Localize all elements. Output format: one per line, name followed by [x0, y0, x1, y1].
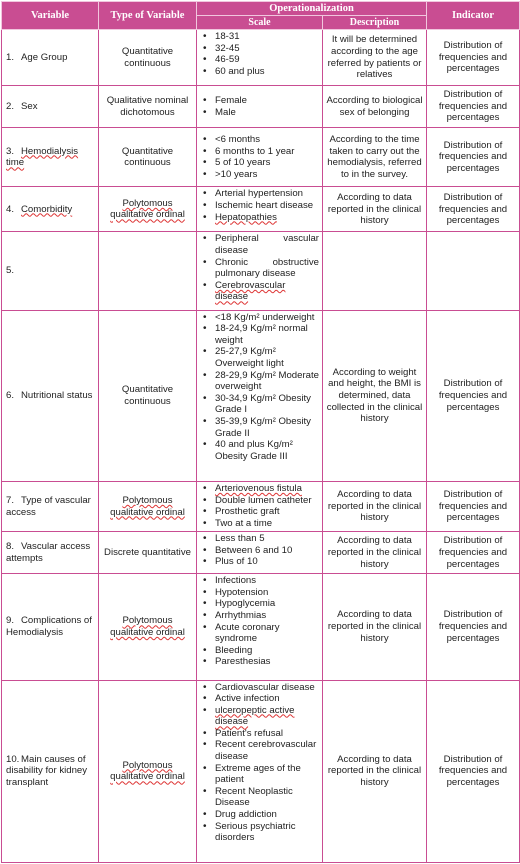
variable-cell: 1. Age Group: [2, 30, 99, 86]
table-row: [2, 232, 520, 310]
header-indicator: Indicator: [427, 2, 520, 30]
scale-item: • 40 and plus Kg/m² Obesity Grade III: [199, 439, 319, 462]
type-cell: Quantitative continuous: [99, 310, 197, 481]
scale-item: • >10 years: [199, 169, 319, 181]
scale-item: • Patient's refusal: [199, 728, 319, 740]
scale-cell: [197, 310, 323, 481]
type-cell: Quantitative continuous: [99, 30, 197, 86]
scale-cell: [197, 86, 323, 128]
scale-item: • 28-29,9 Kg/m² Moderate overweight: [199, 370, 319, 393]
scale-item: • Recent cerebrovascular disease: [199, 739, 319, 762]
description-cell: According to data reported in the clinical history: [323, 532, 427, 574]
type-cell: Polytomous qualitative ordinal: [99, 574, 197, 680]
indicator-cell: Distribution of frequencies and percentages: [427, 187, 520, 232]
variable-cell: 9. Complications of Hemodialysis: [2, 574, 99, 680]
header-type: Type of Variable: [99, 2, 197, 30]
scale-cell: [197, 187, 323, 232]
type-cell: Discrete quantitative: [99, 532, 197, 574]
variable-cell: 5.: [2, 232, 99, 310]
scale-item: • Hepatopathies: [199, 212, 319, 224]
scale-cell: [197, 30, 323, 86]
scale-item: • Arrhythmias: [199, 610, 319, 622]
scale-item: • 46-59: [199, 54, 319, 66]
indicator-cell: Distribution of frequencies and percentages: [427, 532, 520, 574]
scale-item: • Paresthesias: [199, 656, 319, 668]
variable-cell: 4. Comorbidity: [2, 187, 99, 232]
table-row: [2, 30, 520, 86]
description-cell: According to data reported in the clinical history: [323, 680, 427, 863]
scale-item: • Drug addiction: [199, 809, 319, 821]
variable-cell: 6. Nutritional status: [2, 310, 99, 481]
scale-item: • Double lumen catheter: [199, 495, 319, 507]
indicator-cell: Distribution of frequencies and percentages: [427, 310, 520, 481]
description-cell: It will be determined according to the age referred by patients or relatives: [323, 30, 427, 86]
scale-item: • Male: [199, 107, 319, 119]
scale-item: • Recent Neoplastic Disease: [199, 786, 319, 809]
type-cell: Qualitative nominal dichotomous: [99, 86, 197, 128]
scale-item: • Between 6 and 10: [199, 545, 319, 557]
table-row: [2, 86, 520, 128]
variable-cell: 7. Type of vascular access: [2, 482, 99, 532]
table-row: [2, 310, 520, 481]
description-cell: According to data reported in the clinical history: [323, 187, 427, 232]
indicator-cell: Distribution of frequencies and percentages: [427, 30, 520, 86]
scale-item: • Arterial hypertension: [199, 188, 319, 200]
indicator-cell: Distribution of frequencies and percentages: [427, 86, 520, 128]
scale-item: • 60 and plus: [199, 66, 319, 78]
table-row: [2, 680, 520, 863]
table-row: [2, 574, 520, 680]
table-row: [2, 187, 520, 232]
description-cell: According to data reported in the clinical history: [323, 574, 427, 680]
variable-cell: 3. Hemodialysis time: [2, 128, 99, 187]
operationalization-table: [1, 1, 520, 863]
description-cell: According to weight and height, the BMI is determined, data collected in the clinical history: [323, 310, 427, 481]
indicator-cell: Distribution of frequencies and percentages: [427, 680, 520, 863]
scale-cell: [197, 482, 323, 532]
type-cell: Quantitative continuous: [99, 128, 197, 187]
variable-cell: 10. Main causes of disability for kidney transplant: [2, 680, 99, 863]
scale-item: • Bleeding: [199, 645, 319, 657]
scale-item: • Two at a time: [199, 518, 319, 530]
scale-item: • Peripheral vascular disease: [199, 233, 319, 256]
scale-item: • Hypoglycemia: [199, 598, 319, 610]
scale-item: • Extreme ages of the patient: [199, 763, 319, 786]
table-row: [2, 482, 520, 532]
scale-item: • Cerebrovascular disease: [199, 280, 319, 303]
scale-item: • Active infection: [199, 693, 319, 705]
scale-item: • 18-31: [199, 31, 319, 43]
scale-item: • <6 months: [199, 134, 319, 146]
scale-item: • Prosthetic graft: [199, 506, 319, 518]
indicator-cell: Distribution of frequencies and percentages: [427, 574, 520, 680]
scale-item: • Hypotension: [199, 587, 319, 599]
type-cell: [99, 232, 197, 310]
scale-cell: [197, 574, 323, 680]
scale-item: • Less than 5: [199, 533, 319, 545]
scale-item: • Serious psychiatric disorders: [199, 821, 319, 844]
description-cell: According to data reported in the clinical history: [323, 482, 427, 532]
scale-item: • 30-34,9 Kg/m² Obesity Grade I: [199, 393, 319, 416]
description-cell: According to the time taken to carry out the hemodialysis, referred to in the survey.: [323, 128, 427, 187]
description-cell: According to biological sex of belonging: [323, 86, 427, 128]
scale-item: • Arteriovenous fistula: [199, 483, 319, 495]
scale-item: • Chronic obstructive pulmonary disease: [199, 257, 319, 280]
scale-item: • 32-45: [199, 43, 319, 55]
scale-cell: [197, 128, 323, 187]
scale-item: • Ischemic heart disease: [199, 200, 319, 212]
table-row: [2, 128, 520, 187]
type-cell: Polytomous qualitative ordinal: [99, 482, 197, 532]
scale-cell: [197, 232, 323, 310]
scale-cell: [197, 532, 323, 574]
scale-item: • 18-24,9 Kg/m² normal weight: [199, 323, 319, 346]
scale-item: • ulceropeptic active disease: [199, 705, 319, 728]
table-row: [2, 532, 520, 574]
header-scale: Scale: [197, 16, 323, 30]
scale-item: • 6 months to 1 year: [199, 146, 319, 158]
header-operationalization: Operationalization: [197, 2, 427, 16]
scale-item: • 5 of 10 years: [199, 157, 319, 169]
header-variable: Variable: [2, 2, 99, 30]
header-description: Description: [323, 16, 427, 30]
scale-item: • <18 Kg/m² underweight: [199, 312, 319, 324]
indicator-cell: [427, 232, 520, 310]
indicator-cell: Distribution of frequencies and percentages: [427, 482, 520, 532]
scale-item: • Infections: [199, 575, 319, 587]
scale-cell: [197, 680, 323, 863]
scale-item: • Plus of 10: [199, 556, 319, 568]
type-cell: Polytomous qualitative ordinal: [99, 680, 197, 863]
type-cell: Polytomous qualitative ordinal: [99, 187, 197, 232]
scale-item: • 35-39,9 Kg/m² Obesity Grade II: [199, 416, 319, 439]
indicator-cell: Distribution of frequencies and percentages: [427, 128, 520, 187]
description-cell: [323, 232, 427, 310]
scale-item: • Cardiovascular disease: [199, 682, 319, 694]
scale-item: • Female: [199, 95, 319, 107]
variable-cell: 8. Vascular access attempts: [2, 532, 99, 574]
scale-item: • Acute coronary syndrome: [199, 622, 319, 645]
scale-item: • 25-27,9 Kg/m² Overweight light: [199, 346, 319, 369]
variable-cell: 2. Sex: [2, 86, 99, 128]
